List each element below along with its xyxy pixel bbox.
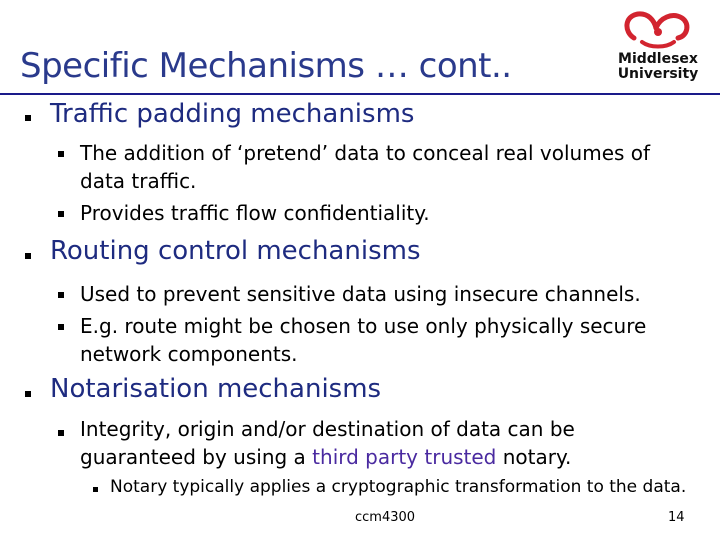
bullet-square-icon — [58, 211, 64, 217]
bullet-square-icon — [25, 391, 31, 397]
notarisation-text-after: notary. — [496, 445, 572, 469]
bullet-square-icon — [93, 487, 98, 492]
footer-course-code: ccm4300 — [355, 510, 416, 525]
bullet-square-icon — [25, 253, 31, 259]
title-rule — [0, 93, 720, 95]
bullet-routing-2: E.g. route might be chosen to use only physically secure network components. — [80, 314, 647, 366]
bullet-traffic-padding-2: Provides traffic flow confidentiality. — [80, 201, 430, 225]
slide-title: Specific Mechanisms … cont.. — [20, 46, 512, 86]
university-logo — [612, 8, 704, 92]
bullet-square-icon — [25, 115, 31, 121]
bullet-square-icon — [58, 292, 64, 298]
sub-bullet-notary: Notary typically applies a cryptographic transformation to the data. — [110, 477, 687, 497]
highlight-third-party-trusted: third party trusted — [312, 445, 497, 469]
bullet-notarisation-1 — [80, 415, 640, 471]
bullet-routing-1: Used to prevent sensitive data using insecure channels. — [80, 282, 641, 306]
bullet-square-icon — [58, 430, 64, 436]
section-heading-notarisation: Notarisation mechanisms — [50, 374, 382, 404]
logo-mark-icon — [620, 8, 696, 54]
section-heading-routing-control: Routing control mechanisms — [50, 236, 421, 266]
logo-line1: Middlesex — [618, 51, 698, 67]
section-heading-traffic-padding: Traffic padding mechanisms — [50, 99, 415, 129]
bullet-square-icon — [58, 151, 64, 157]
logo-line2: University — [617, 66, 699, 82]
bullet-square-icon — [58, 324, 64, 330]
bullet-traffic-padding-1: The addition of ‘pretend’ data to conceal real volumes of data traffic. — [80, 141, 651, 193]
notarisation-text-before: Integrity, origin and/or destination of data can be guaranteed by using a — [80, 417, 575, 469]
footer-page-number: 14 — [668, 510, 685, 525]
